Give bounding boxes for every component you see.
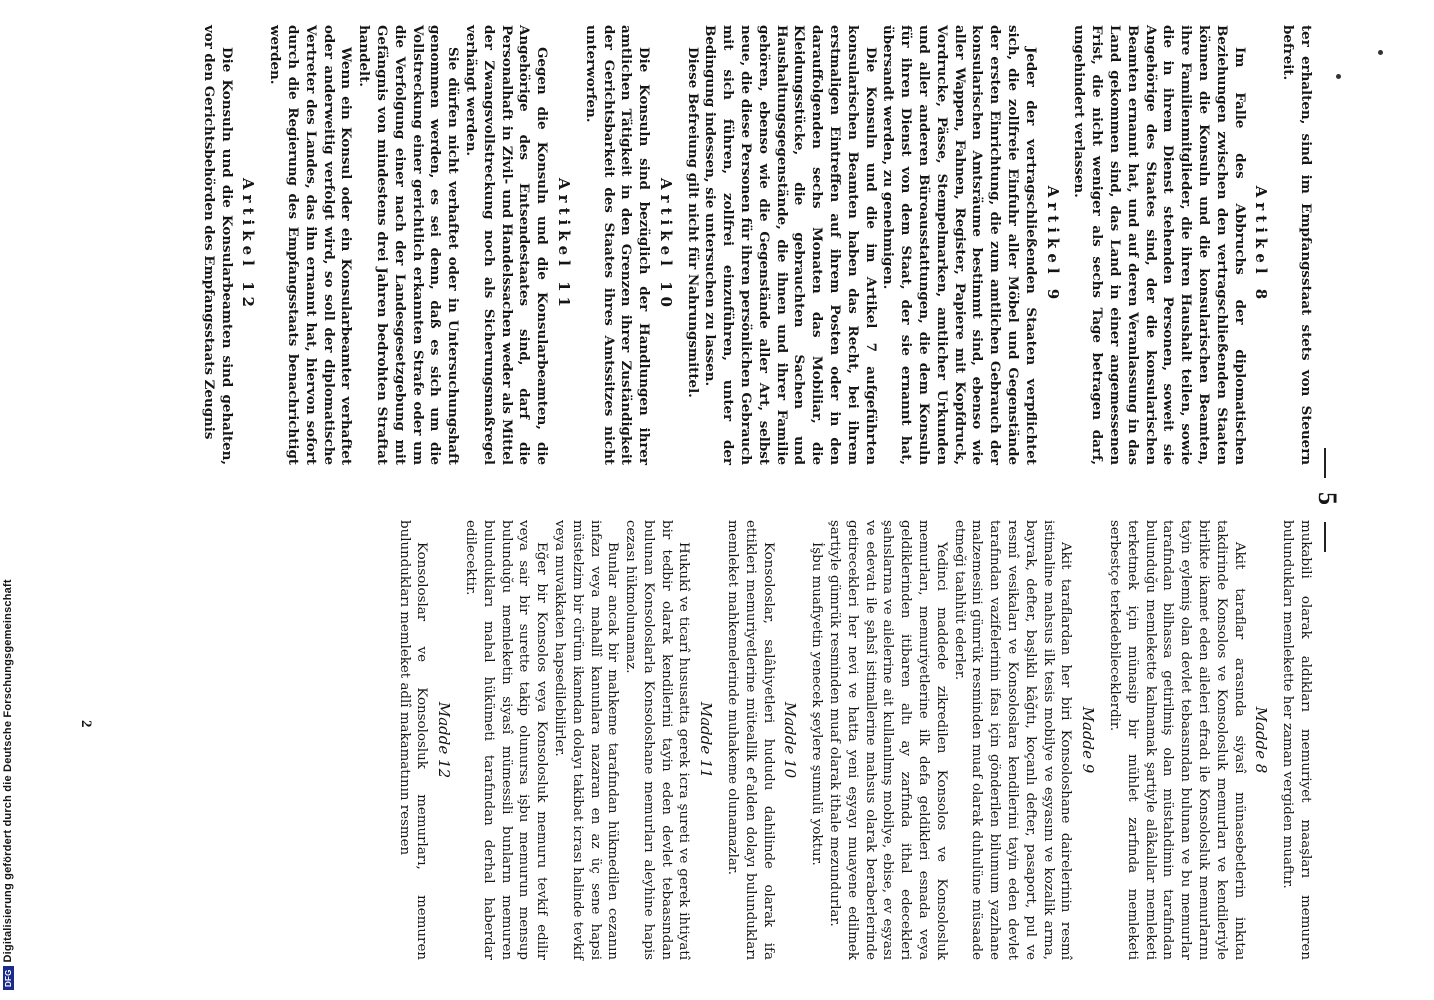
- paragraph: Bunlar ancak bir mahkeme tarafından hükmedilen cezanın infazı veya mahallî kanunlara nazaran en az üç sene hapsi müstelzim bir cürüm ikamdan dolayı takibat icrası halinde tevkif veya muvakkaten hapsedilebilirler.: [551, 520, 621, 960]
- paragraph: Wenn ein Konsul oder ein Konsularbeamter verhaftet oder anderweitig verfolgt wird, so soll der diplomatische Vertreter des Landes, das ihn ernannt hat, hiervon sofort durch die Regierung des Empfangsstaats benachrichtigt werden.: [267, 25, 355, 465]
- sheet-mark: 2: [78, 720, 94, 728]
- paragraph: mukabili olarak aldıkları memuriyet maaşları memuren bulundukları memlekette her zaman vergiden muaftır.: [1280, 520, 1313, 960]
- turkish-column: [395, 520, 1314, 960]
- paragraph: Konsoloslar, salâhiyetleri hududu dahilinde olarak ifa ettikleri memuriyetlerine müteallik ef'alden dolayı bulundukları memleket mahkemelerinde muhakeme olunamazlar.: [725, 520, 776, 960]
- page-number: [1312, 0, 1342, 1000]
- paragraph: Im Falle des Abbruchs der diplomatischen Beziehungen zwischen den vertragschließenden Staaten können die Konsuln und die konsularischen Beamten, ihre Familienmitglieder, die ihren Haushalt teilen, sowie die in ihrem Dienst stehenden Personen, soweit sie Angehörige des Staates sind, der die konsularischen Beamten ernannt hat, und auf deren Veranlassung in das Land gekommen sind, das Land in einer angemessenen Frist, die nicht weniger als sechs Tage betragen darf, ungehindert verlassen.: [1071, 25, 1248, 465]
- paragraph: Gegen die Konsuln und die Konsularbeamten, die Angehörige des Entsendestaates sind, darf die Personalhaft in Zivil- und Handelssachen weder als Mittel der Zwangsvollstreckung noch als Sicherungsmaßregel verhängt werden.: [462, 25, 551, 465]
- article-heading: Artikel 11: [554, 178, 573, 312]
- article-heading: Madde 11: [697, 701, 716, 779]
- paragraph: Konsoloslar ve Konsolosluk memurları, memuren bulundukları memleket adlî makamatının resmen: [396, 520, 430, 960]
- german-column: [199, 25, 1314, 465]
- paragraph: Diese Befreiung gilt nicht für Nahrungsmittel.: [684, 47, 701, 398]
- paragraph: Akit taraflar arasında siyasî münasebetlerin inkıtaı takdirinde Konsolos ve Konsolosluk memurları ve kendileriyle birlikte ikamet eden aileleri efradı ile Konsolosluk memurlarını tayin eylemiş olan devlet tebaasından bulunan ve bu memurlar tarafından bilhassa getirilmiş olan müstahdimin tarafından bulunduğu memlekette kalmamak şartiyle alâkalılar memleketi terketmek için münasip bir mühlet zarfında memleketi serbestçe terkedebileceklerdir.: [1107, 520, 1247, 960]
- page-number-text: 5: [1313, 492, 1342, 508]
- article-heading: Artikel 8: [1252, 185, 1271, 305]
- article-heading: Madde 12: [435, 701, 454, 779]
- article-heading: Madde 10: [781, 701, 800, 779]
- paragraph: Sie dürfen nicht verhaftet oder in Untersuchungshaft genommen werden, es sei denn, daß es sich um die Vollstreckung einer gerichtlich erkannten Strafe oder um die Verfolgung einer nach der Landesgesetzgebung mit Gefängnis von mindestens drei Jahren bedrohten Straftat handelt.: [356, 25, 462, 465]
- paragraph: İşbu muafiyetin yenecek şeylere şumulü yoktur.: [809, 542, 825, 866]
- paragraph: Hukukî ve ticarî hususatta gerek icra şureti ve gerek ihtiyatî bir tedbir olarak kendilerini tayin eden devlet tebaasından bulunan Konsoloslarla Konsoloshane memurları aleyhine hapis cezası hükmolunamaz.: [623, 520, 692, 960]
- paragraph: ter erhalten, sind im Empfangsstaat stets von Steuern befreit.: [1280, 25, 1314, 465]
- footer-text-wrap: [2, 0, 14, 990]
- paragraph: Die Konsuln sind bezüglich der Handlungen ihrer amtlichen Tätigkeit in den Grenzen ihrer Zuständigkeit der Gerichtsbarkeit des Staates ihres Amtssitzes nicht unterworfen.: [582, 25, 653, 465]
- footer-text: Digitalisierung gefördert durch die Deutsche Forschungsgemeinschaft: [2, 579, 14, 963]
- article-heading: Artikel 9: [1043, 185, 1062, 305]
- paragraph: Die Konsuln und die Konsularbeamten sind gehalten, vor den Gerichtsbehörden des Empfangsstaats Zeugnis: [200, 25, 235, 465]
- paragraph: Akit taraflardan her biri Konsoloshane dairelerinin resmî istimaline mahsus ilk tesis mobilye ve eşyasını ve kozalik arma, bayrak, defter, başlıklı kâğıtı, koçanlı defter, pasaport, pul ve resmî vesikaları ve Konsoloslara kendilerini tayin eden devlet tarafından vazifelerinin ifası için gönderilen bilumum yazıhane malzemesini gümrük resminden muaf olarak duhulüne müsaade etmeği taahhüt ederler.: [951, 520, 1074, 960]
- article-heading: Madde 9: [1079, 706, 1098, 774]
- paragraph: Jeder der vertragschließenden Staaten verpflichtet sich, die zollfreie Einfuhr aller Möbel und Gegenstände der ersten Einrichtung, die zum amtlichen Gebrauch der konsularischen Amtsräume bestimmt sind, ebenso wie aller Wappen, Fahnen, Register, Papiere mit Kopfdruck, Vordrucke, Pässe, Stempelmarken, amtlicher Urkunden und aller anderen Büroausstattungen, die dem Konsuln für ihren Dienst von dem Staat, der sie ernannt hat, übersandt werden, zu genehmigen.: [880, 25, 1039, 465]
- scan-speck: [1378, 50, 1383, 55]
- footer-strip: [0, 0, 20, 1000]
- dfg-logo: DFG: [3, 967, 14, 991]
- page-number-dash-right: [1324, 522, 1326, 552]
- article-heading: Artikel 12: [239, 178, 258, 312]
- page-number-dash-left: [1324, 448, 1326, 478]
- scan-speck: [1336, 74, 1341, 79]
- paragraph: Die Konsuln und die im Artikel 7 aufgeführten konsularischen Beamten haben das Recht, bei ihrem erstmaligen Eintreffen auf ihrem Posten oder in den darauffolgenden sechs Monaten das Mobiliar, die Kleidungsstücke, die gebrauchten Sachen und Haushaltungsgegenstände, die ihnen und ihrer Familie gehören, ebenso wie die Gegenstände aller Art, selbst neue, die diese Personen für ihren persönlichen Gebrauch mit sich führen, zollfrei einzuführen, unter der Bedingung indessen, sie untersuchen zu lassen.: [702, 25, 879, 465]
- paragraph: Eğer bir Konsolos veya Konsolosluk memuru tevkif edilir veya sair bir surette takip olunursa işbu memurun mensup bulunduğu memleketin siyasî mümessili bunların memuren bulundukları mahal hükümeti tarafından derhal haberdar edilecektir.: [462, 520, 550, 960]
- article-heading: Artikel 10: [656, 178, 675, 312]
- paragraph: Yedinci maddede zikredilen Konsolos ve Konsolosluk memurları, memuriyetlerine ilk defa geldikleri esnada veya geldiklerinden itibaren altı ay zarfında ithal edecekleri şahıslarına ve ailelerine ait kullanılmış mobilye, ebise, ev eşyası ve edevatı ile şahsî istimallerine mahsus olarak beraberlerinde getirecekleri her nevi ve hatta yeni eşyayı muayene edilmek şartiyle gümrük resminden muaf olarak ithale mezundurlar.: [827, 520, 949, 960]
- article-heading: Madde 8: [1252, 706, 1271, 774]
